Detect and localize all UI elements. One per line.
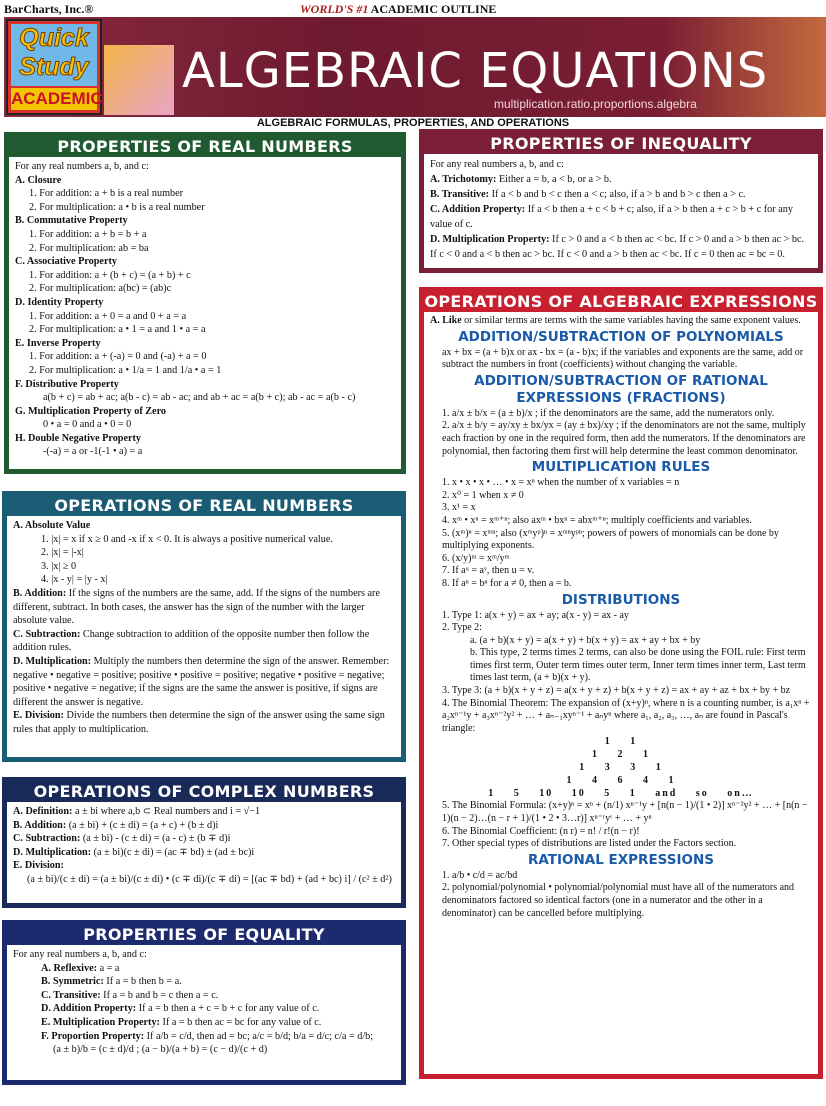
text-line — [430, 347, 812, 372]
item-text: If a = b then ac = bc for any value of c. — [159, 1016, 322, 1028]
item-label: A. Like — [430, 315, 462, 326]
text-line — [13, 1016, 395, 1030]
section-title: PROPERTIES OF EQUALITY — [7, 925, 401, 945]
subsection-heading: DISTRIBUTIONS — [561, 591, 681, 608]
text-line — [430, 635, 812, 648]
text-line — [15, 214, 395, 228]
item-text: 2. For multiplication: a • 1/a = 1 and 1/a • a = 1 — [29, 364, 222, 376]
section-title: PROPERTIES OF REAL NUMBERS — [9, 137, 401, 157]
text-line — [15, 201, 395, 215]
item-text: 5. (xᵐ)ⁿ = xᵐⁿ; also (xᵐyᵖ)ⁿ = xᵐⁿyᵖⁿ; powers of powers of monomials can be done by multiplying exponents. — [442, 527, 779, 552]
item-text: If a < b then a + c < b + c; also, if a > b then a + c > b + c for any value of c. — [430, 204, 793, 230]
item-text: 2. For multiplication: a • 1 = a and 1 • a = a — [29, 324, 206, 336]
text-line — [15, 323, 395, 337]
item-label: E. Division: — [13, 860, 64, 872]
item-text: 1. Type 1: a(x + y) = ax + ay; a(x - y) = ax - ay — [442, 609, 629, 621]
item-text: b. This type, 2 terms times 2 terms, can also be done using the FOIL rule: First term times first term, Outer term times outer term, Inner term times inner term, Last term times last term, (a + b)(x + y). — [470, 647, 806, 684]
item-text: (a ± bi)(c ± di) = (ac ∓ bd) ± (ad ± bc)i — [91, 846, 255, 858]
page-subtitle: ALGEBRAIC FORMULAS, PROPERTIES, AND OPERATIONS — [256, 117, 570, 129]
item-text: 4. |x - y| = |y - x| — [41, 574, 108, 586]
tagline — [300, 2, 496, 17]
subsection-heading: ADDITION/SUBTRACTION OF RATIONAL EXPRESSIONS (FRACTIONS) — [474, 372, 768, 406]
item-label: E. Division: — [13, 710, 64, 722]
text-line — [13, 573, 395, 587]
section-title: OPERATIONS OF ALGEBRAIC EXPRESSIONS — [424, 292, 818, 311]
text-line — [13, 859, 395, 873]
text-line — [13, 655, 395, 709]
text-line — [15, 310, 395, 324]
logo-quickstudy: Quick Study — [11, 24, 97, 86]
text-line — [13, 519, 395, 533]
pascal-row: 1 1 — [604, 736, 638, 748]
text-line — [430, 515, 812, 528]
item-text: 1. For addition: a + 0 = a and 0 + a = a — [29, 310, 187, 322]
quickstudy-logo — [6, 19, 102, 115]
item-text: ax + bx = (a + b)x or ax - bx = (a - b)x; if the variables and exponents are the same, add or subtract the numbers in front (coefficients) without changing the variable. — [442, 346, 804, 371]
section-operations-complex-numbers — [2, 777, 406, 908]
item-text: 2. x⁰ = 1 when x ≠ 0 — [442, 489, 524, 501]
section-title: OPERATIONS OF REAL NUMBERS — [7, 496, 401, 516]
text-line — [13, 846, 395, 860]
item-text: -(-a) = a or -1(-1 • a) = a — [43, 446, 143, 458]
item-label: A. Trichotomy: — [430, 174, 497, 185]
item-text: 4. The Binomial Theorem: The expansion of (x+y)ⁿ, where n is a counting number, is a₁xⁿ + a₂xⁿ⁻¹y + a₃xⁿ⁻²y² + … + aₙ₋₁xyⁿ⁻¹ + aₙyⁿ where a₁, a₂, a₃, …, aₙ are found in Pascal's triangle: — [442, 697, 810, 734]
section-properties-real-numbers — [4, 132, 406, 474]
item-text: a. (a + b)(x + y) = a(x + y) + b(x + y) = ax + ay + bx + by — [470, 634, 701, 646]
item-text: 2. For multiplication: a(bc) = (ab)c — [29, 283, 172, 295]
text-line — [13, 1030, 395, 1044]
subsection-heading: MULTIPLICATION RULES — [531, 459, 711, 476]
text-line — [430, 578, 812, 591]
section-body — [7, 516, 401, 740]
item-text: E. Inverse Property — [15, 337, 101, 349]
text-line — [15, 174, 395, 188]
pascal-row: 1 3 3 1 — [579, 762, 663, 774]
text-line — [430, 202, 812, 232]
text-line — [13, 546, 395, 560]
text-line — [15, 350, 395, 364]
item-text: If a/b = c/d, then ad = bc; a/c = b/d; b/a = d/c; c/a = d/b; — [144, 1030, 374, 1042]
text-line — [15, 282, 395, 296]
item-text: 1. For addition: a + b = b + a — [29, 228, 147, 240]
banner-subtitle: multiplication.ratio.proportions.algebra — [494, 97, 697, 111]
tagline-red: WORLD'S #1 — [300, 2, 369, 16]
text-line — [430, 502, 812, 515]
item-text: 2. Type 2: — [442, 622, 482, 634]
text-line — [15, 418, 395, 432]
text-line — [430, 477, 812, 490]
text-line — [430, 420, 812, 458]
text-line — [430, 528, 812, 553]
item-label: F. Proportion Property: — [41, 1030, 145, 1042]
section-title: PROPERTIES OF INEQUALITY — [424, 134, 818, 154]
section-body — [7, 802, 401, 890]
item-label: C. Transitive: — [41, 989, 101, 1001]
item-text: If a < b and b < c then a < c; also, if a > b and b > c then a > c. — [489, 189, 746, 200]
text-line — [15, 337, 395, 351]
item-label: D. Multiplication: — [13, 846, 92, 858]
item-label: B. Addition: — [13, 819, 67, 831]
section-operations-real-numbers — [2, 491, 406, 762]
item-text: (a ± bi)/(c ± di) = (a ± bi)/(c ± di) • (c ∓ di)/(c ∓ di) = [(ac ∓ bd) + (ad + bc) i] / (c² ± d²) — [27, 873, 392, 885]
item-text: a ± bi where a,b ⊂ Real numbers and i = √−1 — [72, 806, 261, 817]
section-body — [424, 154, 818, 265]
item-text: 2. a/x ± b/y = ay/xy ± bx/yx = (ay ± bx)/xy ; if the denominators are not the same, multiply each fraction by one in the required form, then add the numerators. If the denominators are polynomial, then factoring them first will help determine the least common denominator. — [442, 420, 806, 457]
subsection-heading: RATIONAL EXPRESSIONS — [527, 851, 715, 868]
text-line — [13, 628, 395, 655]
item-text: A. Closure — [15, 174, 62, 186]
item-text: F. Distributive Property — [15, 378, 119, 390]
item-text: 4. xᵐ • xⁿ = xᵐ⁺ⁿ; also axᵐ • bxⁿ = abxᵐ⁺ⁿ; multiply coefficients and variables. — [442, 514, 752, 526]
text-line — [13, 709, 395, 736]
text-line — [430, 647, 812, 685]
item-text: 1. a/x ± b/x = (a ± b)/x ; if the denominators are the same, add the numerators only. — [442, 407, 775, 419]
text-line — [13, 1002, 395, 1016]
text-line — [15, 364, 395, 378]
section-title: OPERATIONS OF COMPLEX NUMBERS — [7, 782, 401, 802]
item-text: 3. Type 3: (a + b)(x + y + z) = a(x + y + z) + b(x + y + z) = ax + ay + az + bx + by + bz — [442, 685, 791, 697]
text-line — [430, 157, 812, 172]
text-line — [430, 565, 812, 578]
section-body — [9, 157, 401, 462]
text-line — [15, 391, 395, 405]
page-title: ALGEBRAIC EQUATIONS — [182, 43, 769, 99]
item-text: 6. (x/y)ᵐ = xᵐ/yᵐ — [442, 552, 510, 564]
item-label: B. Transitive: — [430, 189, 490, 200]
item-text: For any real numbers a, b, and c: — [15, 161, 149, 172]
item-text: a(b + c) = ab + ac; a(b - c) = ab - ac; and ab + ac = a(b + c); ab - ac = a(b - c) — [43, 392, 356, 404]
item-text: G. Multiplication Property of Zero — [15, 405, 167, 417]
item-text: If c > 0 and a < b then ac < bc. If c > 0 and a > b then ac > bc. If c < 0 and a < b then ac > bc. If c < 0 and a > b then ac < bc. If c = 0 then ac = bc = 0. — [430, 234, 805, 260]
text-line — [13, 948, 395, 962]
item-label: A. Definition: — [13, 806, 73, 817]
text-line — [15, 160, 395, 174]
item-text: Either a = b, a < b, or a > b. — [496, 174, 612, 185]
subsection-heading: ADDITION/SUBTRACTION OF POLYNOMIALS — [458, 328, 784, 345]
text-line — [430, 800, 812, 825]
item-text: 7. If aᵘ = aᵛ, then u = v. — [442, 565, 535, 577]
text-line — [13, 560, 395, 574]
item-text: 2. polynomial/polynomial • polynomial/polynomial must have all of the numerators and denominators factored so identical factors (one in a numerator and the other in a denominator) can be cancelled before multiplying. — [442, 882, 795, 919]
item-text: 2. |x| = |-x| — [41, 547, 84, 559]
text-line — [430, 232, 812, 262]
pascal-row: 1 2 1 — [592, 749, 650, 761]
text-line — [430, 187, 812, 202]
item-text: 0 • a = 0 and a • 0 = 0 — [43, 419, 132, 431]
text-line — [13, 533, 395, 547]
text-line — [13, 805, 395, 819]
item-text: 1. x • x • x • … • x = xⁿ when the number of x variables = n — [442, 477, 680, 489]
text-line — [430, 882, 812, 920]
text-line — [15, 255, 395, 269]
tagline-rest: ACADEMIC OUTLINE — [368, 2, 497, 16]
section-properties-equality — [2, 920, 406, 1085]
text-line — [15, 242, 395, 256]
text-line — [430, 838, 812, 851]
pascal-row: 1 4 6 4 1 — [566, 775, 676, 787]
item-text: 3. x¹ = x — [442, 502, 476, 514]
item-label: D. Multiplication: — [13, 655, 92, 667]
item-text: If the signs of the numbers are the same, add. If the signs of the numbers are different, subtract. In both cases, the answer has the sign of the number with the larger absolute value. — [13, 587, 380, 627]
item-text: If a = b then a + c = b + c for any value of c. — [136, 1003, 320, 1015]
item-text: Divide the numbers then determine the sign of the answer using the same sign rules that apply to multiplication. — [13, 710, 385, 735]
item-text: B. Commutative Property — [15, 215, 128, 227]
item-text: C. Associative Property — [15, 256, 117, 268]
text-line — [15, 269, 395, 283]
text-line — [13, 975, 395, 989]
section-properties-inequality — [419, 129, 823, 273]
text-line — [430, 408, 812, 421]
section-operations-algebraic-expressions — [419, 287, 823, 1079]
item-text: 1. For addition: a + (b + c) = (a + b) + c — [29, 269, 191, 281]
item-label: C. Subtraction: — [13, 833, 81, 845]
item-text: a = a — [97, 962, 120, 974]
pascal-row: 1 5 10 10 5 1 and so on… — [488, 788, 754, 800]
text-line — [430, 622, 812, 635]
text-line — [13, 1043, 395, 1057]
item-text: 5. The Binomial Formula: (x+y)ⁿ = xⁿ + (n/1) xⁿ⁻¹y + [n(n − 1)/(1 • 2)] xⁿ⁻²y² + … + [n(n − 1)(n − 2)…(n − r + 1)/(1 • 2 • 3…r)] xⁿ⁻ʳyʳ + … + yⁿ — [442, 800, 808, 825]
text-line — [15, 378, 395, 392]
item-text: A. Absolute Value — [13, 520, 91, 531]
text-line — [430, 553, 812, 566]
item-text: 3. |x| ≥ 0 — [41, 560, 77, 572]
text-line — [15, 445, 395, 459]
item-text: H. Double Negative Property — [15, 432, 142, 444]
text-line — [430, 826, 812, 839]
item-text: Change subtraction to addition of the opposite number then follow the addition rules. — [13, 628, 370, 654]
item-label: C. Addition Property: — [430, 204, 526, 215]
section-body — [424, 312, 818, 923]
text-line — [430, 698, 812, 736]
item-label: B. Addition: — [13, 587, 67, 599]
item-label: E. Multiplication Property: — [41, 1016, 160, 1028]
text-line — [15, 432, 395, 446]
item-text: If a = b and b = c then a = c. — [100, 989, 219, 1001]
item-text: For any real numbers a, b, and c: — [13, 949, 147, 960]
text-line — [15, 405, 395, 419]
text-line — [15, 187, 395, 201]
text-line — [13, 587, 395, 628]
item-text: 2. For multiplication: a • b is a real number — [29, 201, 205, 213]
text-line — [430, 172, 812, 187]
item-text: 6. The Binomial Coefficient: (n r) = n! / r!(n − r)! — [442, 825, 640, 837]
item-text: Multiply the numbers then determine the sign of the answer. Remember: negative • negative = positive; positive • positive = positive; negative • positive = negative; positive • negative = negative; if the signs are the same the answer is positive, if signs are different the answer is negative. — [13, 655, 390, 708]
item-text: D. Identity Property — [15, 296, 104, 308]
item-label: C. Subtraction: — [13, 628, 81, 640]
text-line — [15, 228, 395, 242]
item-label: B. Symmetric: — [41, 976, 104, 988]
item-text: (a ± bi) + (c ± di) = (a + c) + (b ± d)i — [66, 819, 219, 831]
title-banner — [4, 17, 826, 117]
text-line — [430, 315, 812, 328]
text-line — [15, 296, 395, 310]
item-text: 1. a/b • c/d = ac/bd — [442, 869, 518, 881]
item-text: (a ± bi) - (c ± di) = (a - c) ± (b ∓ d)i — [80, 833, 231, 845]
item-text: 8. If aⁿ = bⁿ for a ≠ 0, then a = b. — [442, 577, 572, 589]
item-text: (a ± b)/b = (c ± d)/d ; (a − b)/(a + b) = (c − d)/(c + d) — [53, 1044, 268, 1056]
text-line — [13, 819, 395, 833]
item-text: or similar terms are terms with the same variables having the same exponent values. — [461, 315, 801, 326]
item-text: 7. Other special types of distributions are listed under the Factors section. — [442, 838, 737, 850]
text-line — [430, 685, 812, 698]
text-line — [13, 873, 395, 887]
text-line — [13, 989, 395, 1003]
publisher: BarCharts, Inc.® — [4, 2, 94, 16]
item-text: If a = b then b = a. — [103, 976, 182, 988]
banner-photo — [104, 45, 174, 115]
text-line — [430, 490, 812, 503]
item-text: 2. For multiplication: ab = ba — [29, 242, 149, 254]
item-label: D. Multiplication Property: — [430, 234, 550, 245]
item-text: 1. For addition: a + (-a) = 0 and (-a) + a = 0 — [29, 351, 207, 363]
item-label: D. Addition Property: — [41, 1003, 137, 1015]
item-text: For any real numbers a, b, and c: — [430, 159, 564, 170]
item-text: 1. For addition: a + b is a real number — [29, 188, 183, 200]
logo-academic: ACADEMIC — [11, 89, 103, 108]
text-line — [13, 832, 395, 846]
text-line — [430, 610, 812, 623]
item-text: 1. |x| = x if x ≥ 0 and -x if x < 0. It is always a positive numerical value. — [41, 533, 333, 545]
text-line — [13, 962, 395, 976]
section-body — [7, 945, 401, 1060]
item-label: A. Reflexive: — [41, 962, 98, 974]
text-line — [430, 870, 812, 883]
